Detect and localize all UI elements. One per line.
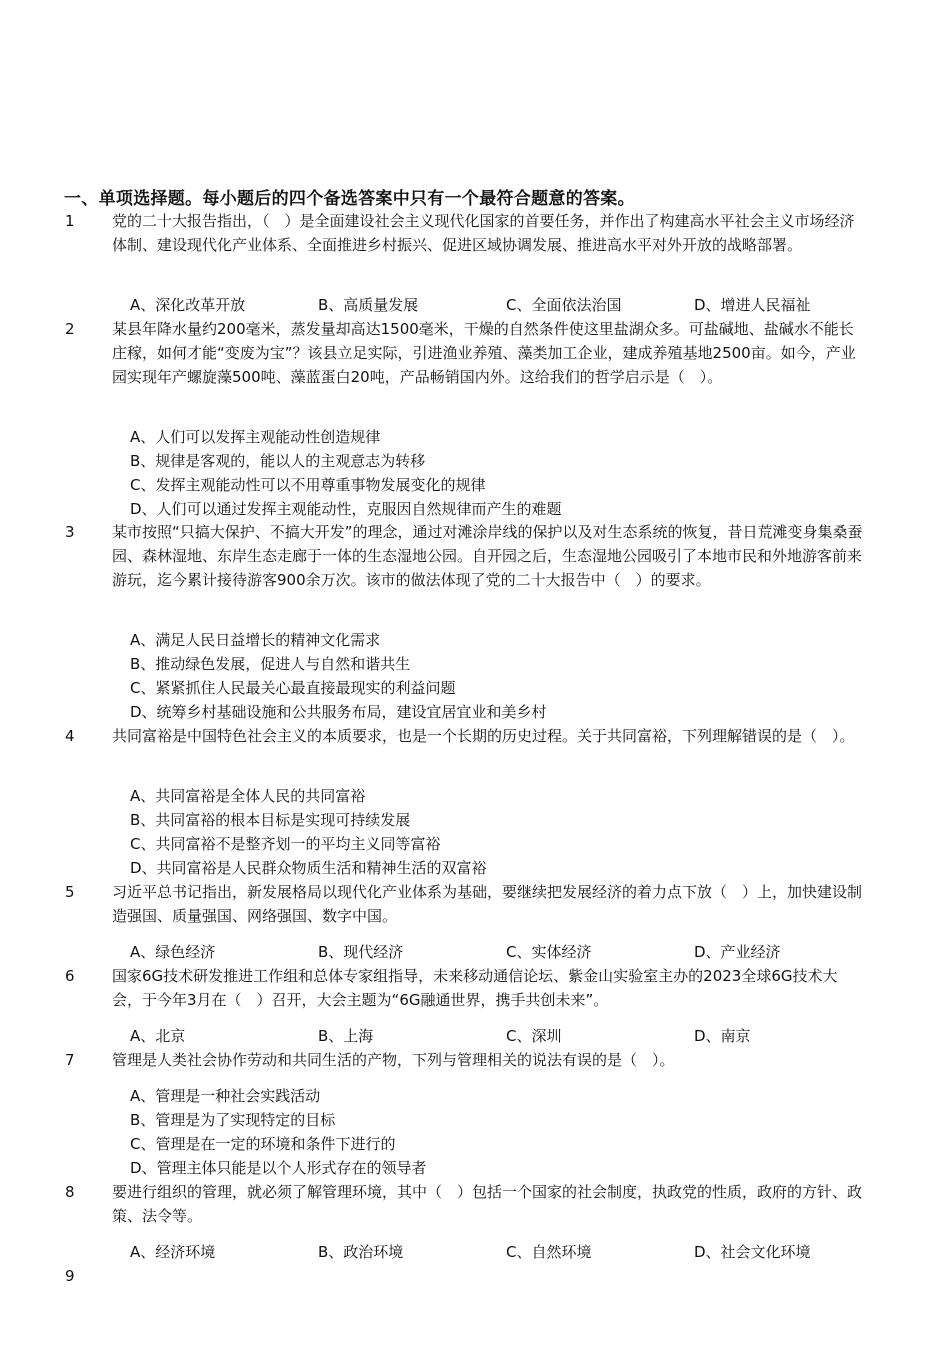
- option-d: D、管理主体只能是以个人形式存在的领导者: [130, 1159, 427, 1177]
- option-b: B、管理是为了实现特定的目标: [130, 1111, 336, 1129]
- question-text: 国家6G技术研发推进工作组和总体专家组指导，未来移动通信论坛、紫金山实验室主办的2023全球6G技术大会，于今年3月在（ ）召开，大会主题为“6G融通世界，携手共创未来”。: [112, 967, 838, 1009]
- options-row: [130, 1240, 890, 1264]
- options-row: [130, 293, 890, 317]
- question-text: 习近平总书记指出，新发展格局以现代化产业体系为基础，要继续把发展经济的着力点下放（ ）上，加快建设制造强国、质量强国、网络强国、数字中国。: [112, 883, 863, 925]
- question-text: 管理是人类社会协作劳动和共同生活的产物，下列与管理相关的说法有误的是（ ）。: [112, 1051, 675, 1069]
- option-b: B、共同富裕的根本目标是实现可持续发展: [130, 811, 411, 829]
- question-text: 党的二十大报告指出，（ ）是全面建设社会主义现代化国家的首要任务，并作出了构建高水平社会主义市场经济体制、建设现代化产业体系、全面推进乡村振兴、促进区域协调发展、推进高水平对外开放的战略部署。: [112, 212, 855, 254]
- option-a: A、北京: [130, 1027, 186, 1045]
- options-list: [130, 784, 870, 880]
- option-a: A、管理是一种社会实践活动: [130, 1087, 321, 1105]
- options-list: [130, 425, 870, 521]
- option-c: C、实体经济: [506, 943, 592, 961]
- options-row: [130, 940, 890, 964]
- option-c: C、发挥主观能动性可以不用尊重事物发展变化的规律: [130, 476, 486, 494]
- option-d: D、社会文化环境: [694, 1243, 811, 1261]
- question-text: 要进行组织的管理，就必须了解管理环境，其中（ ）包括一个国家的社会制度，执政党的性质，政府的方针、政策、法令等。: [112, 1183, 863, 1225]
- option-c: C、共同富裕不是整齐划一的平均主义同等富裕: [130, 835, 441, 853]
- question-text: 某县年降水量约200毫米，蒸发量却高达1500毫米，干燥的自然条件使这里盐湖众多。可盐碱地、盐碱水不能长庄稼，如何才能“变废为宝”？该县立足实际，引进渔业养殖、藻类加工企业，建成养殖基地2500亩。如今，产业园实现年产螺旋藻500吨、藻蓝蛋白20吨，产品畅销国内外。这给我们的哲学启示是（ ）。: [112, 320, 856, 386]
- question-text: 共同富裕是中国特色社会主义的本质要求，也是一个长期的历史过程。关于共同富裕，下列理解错误的是（ ）。: [112, 727, 855, 745]
- option-b: B、高质量发展: [318, 296, 419, 314]
- question-number: 5: [65, 883, 75, 901]
- option-a: A、深化改革开放: [130, 296, 246, 314]
- option-b: B、政治环境: [318, 1243, 404, 1261]
- option-c: C、自然环境: [506, 1243, 592, 1261]
- option-b: B、上海: [318, 1027, 374, 1045]
- question-text: 某市按照“只搞大保护、不搞大开发”的理念，通过对滩涂岸线的保护以及对生态系统的恢复，昔日荒滩变身集桑蚕园、森林湿地、东岸生态走廊于一体的生态湿地公园。自开园之后，生态湿地公园吸引了本地市民和外地游客前来游玩，迄今累计接待游客900余万次。该市的做法体现了党的二十大报告中（ ）的要求。: [112, 523, 863, 589]
- options-row: [130, 1024, 890, 1048]
- option-c: C、全面依法治国: [506, 296, 622, 314]
- option-a: A、经济环境: [130, 1243, 216, 1261]
- option-d: D、人们可以通过发挥主观能动性，克服因自然规律而产生的难题: [130, 500, 562, 518]
- question-number: 1: [65, 212, 75, 230]
- question-number: 9: [65, 1267, 75, 1285]
- option-b: B、推动绿色发展，促进人与自然和谐共生: [130, 655, 411, 673]
- option-a: A、满足人民日益增长的精神文化需求: [130, 631, 381, 649]
- option-c: C、管理是在一定的环境和条件下进行的: [130, 1135, 396, 1153]
- question-number: 8: [65, 1183, 75, 1201]
- option-b: B、现代经济: [318, 943, 404, 961]
- question-number: 6: [65, 967, 75, 985]
- option-c: C、紧紧抓住人民最关心最直接最现实的利益问题: [130, 679, 456, 697]
- option-d: D、统筹乡村基础设施和公共服务布局，建设宜居宜业和美乡村: [130, 703, 547, 721]
- option-a: A、人们可以发挥主观能动性创造规律: [130, 428, 381, 446]
- section-title: 一、单项选择题。每小题后的四个备选答案中只有一个最符合题意的答案。: [64, 189, 635, 209]
- option-d: D、产业经济: [694, 943, 781, 961]
- option-a: A、共同富裕是全体人民的共同富裕: [130, 787, 366, 805]
- options-list: [130, 628, 870, 724]
- question-number: 2: [65, 320, 75, 338]
- option-b: B、规律是客观的，能以人的主观意志为转移: [130, 452, 426, 470]
- option-d: D、共同富裕是人民群众物质生活和精神生活的双富裕: [130, 859, 487, 877]
- option-d: D、增进人民福祉: [694, 296, 811, 314]
- question-number: 7: [65, 1051, 75, 1069]
- question-number: 3: [65, 523, 75, 541]
- option-d: D、南京: [694, 1027, 751, 1045]
- option-a: A、绿色经济: [130, 943, 216, 961]
- option-c: C、深圳: [506, 1027, 562, 1045]
- options-list: [130, 1084, 870, 1180]
- question-number: 4: [65, 727, 75, 745]
